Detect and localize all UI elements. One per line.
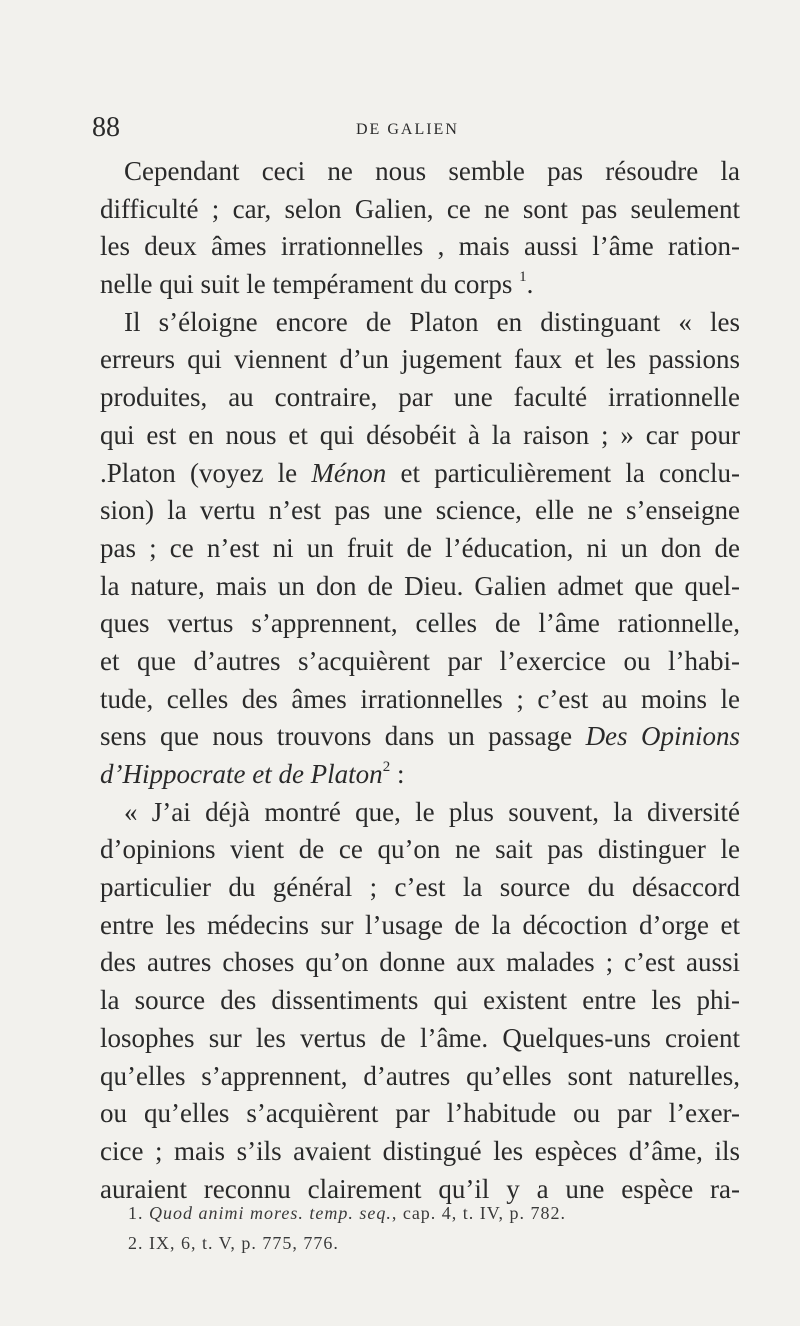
- body-text: [100, 153, 740, 1208]
- text-line: pas ; ce n’est ni un fruit de l’éducation, ni un don de: [100, 532, 740, 563]
- footnote-1: [128, 1198, 688, 1228]
- text-line: tude, celles des âmes irrationnelles ; c’est au moins le: [100, 683, 740, 714]
- text-line: d’opinions vient de ce qu’on ne sait pas distinguer le: [100, 834, 740, 865]
- footnote-2: 2. IX, 6, t. V, p. 775, 776.: [128, 1233, 339, 1253]
- text-line: losophes sur les vertus de l’âme. Quelques-uns croient: [100, 1022, 740, 1053]
- text-line: particulier du général ; c’est la source du désaccord: [100, 872, 740, 903]
- footnote-ref: 1: [519, 269, 527, 286]
- text-line: ques vertus s’apprennent, celles de l’âme rationnelle,: [100, 608, 740, 639]
- text-line: erreurs qui viennent d’un jugement faux et les passions: [100, 344, 740, 375]
- text-segment: .Platon (voyez le: [100, 457, 312, 488]
- text-line: [100, 455, 740, 493]
- text-line: auraient reconnu clairement qu’il y a une espèce ra-: [100, 1173, 740, 1204]
- text-line: qui est en nous et qui désobéit à la raison ; » car pour: [100, 419, 740, 450]
- page-header: [92, 108, 737, 148]
- footnote-text: , cap. 4, t. IV, p. 782.: [391, 1203, 566, 1223]
- text-line: [100, 718, 740, 756]
- text-line: qu’elles s’apprennent, d’autres qu’elles sont naturelles,: [100, 1060, 740, 1091]
- text-segment: .: [526, 269, 534, 300]
- text-line: la source des dissentiments qui existent entre les phi-: [100, 985, 740, 1016]
- text-line: entre les médecins sur l’usage de la décoction d’orge et: [100, 909, 740, 940]
- running-head: DE GALIEN: [356, 121, 459, 138]
- text-line: cice ; mais s’ils avaient distingué les espèces d’âme, ils: [100, 1135, 740, 1166]
- italic-title: d’Hippocrate et de Platon: [100, 759, 383, 789]
- text-segment: :: [390, 759, 405, 789]
- text-line: [100, 756, 740, 794]
- text-segment: et particulièrement la conclu-: [386, 457, 740, 488]
- italic-title: Des Opinions: [585, 721, 740, 752]
- text-segment: nelle qui suit le tempérament du corps: [100, 269, 520, 300]
- text-line: produites, au contraire, par une faculté irrationnelle: [100, 382, 740, 413]
- text-line: [100, 266, 740, 304]
- footnotes: [128, 1198, 688, 1258]
- footnote-number: 1.: [128, 1203, 149, 1223]
- page-number: 88: [92, 112, 120, 143]
- text-segment: sens que nous trouvons dans un passage: [100, 721, 586, 752]
- text-line: la nature, mais un don de Dieu. Galien admet que quel-: [100, 570, 740, 601]
- text-line: les deux âmes irrationnelles , mais aussi l’âme ration-: [100, 231, 740, 262]
- footnote-ref: 2: [382, 759, 391, 775]
- text-line: des autres choses qu’on donne aux malades ; c’est aussi: [100, 947, 740, 978]
- italic-title: Ménon: [311, 457, 387, 488]
- text-line: ou qu’elles s’acquièrent par l’habitude ou par l’exer-: [100, 1098, 740, 1129]
- text-line: Cependant ceci ne nous semble pas résoudre la: [124, 156, 740, 186]
- text-line: difficulté ; car, selon Galien, ce ne sont pas seulement: [100, 193, 740, 224]
- text-line: Il s’éloigne encore de Platon en distinguant « les: [124, 306, 740, 337]
- text-line: « J’ai déjà montré que, le plus souvent, la diversité: [124, 796, 740, 827]
- text-line: et que d’autres s’acquièrent par l’exercice ou l’habi-: [100, 645, 740, 676]
- text-line: sion) la vertu n’est pas une science, elle ne s’enseigne: [100, 495, 740, 526]
- footnote-title: Quod animi mores. temp. seq.: [149, 1203, 392, 1223]
